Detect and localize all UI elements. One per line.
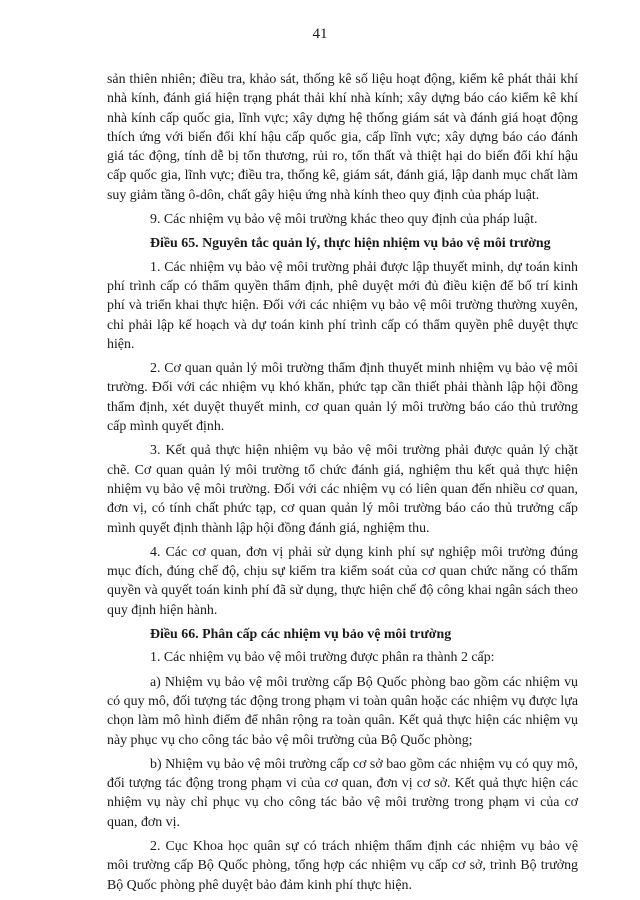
article-66-heading: Điều 66. Phân cấp các nhiệm vụ bảo vệ môi trường bbox=[150, 627, 452, 643]
article-65-heading: Điều 65. Nguyên tắc quản lý, thực hiện nhiệm vụ bảo vệ môi trường bbox=[150, 236, 551, 252]
article-66-clause-1b: b) Nhiệm vụ bảo vệ môi trường cấp cơ sở bao gồm các nhiệm vụ có quy mô, đối tượng tác động trong phạm vi của cơ quan, đơn vị cơ sở. Kết quả thực hiện các nhiệm vụ này chỉ phục vụ cho công tác bảo vệ môi trường trong phạm vi của cơ quan, đơn vị. bbox=[107, 756, 578, 830]
article-65-clause-1: 1. Các nhiệm vụ bảo vệ môi trường phải được lập thuyết minh, dự toán kinh phí trình cấp có thẩm quyền thẩm định, phê duyệt mới đủ điều kiện để bố trí kinh phí và triển khai thực hiện. Đối với các nhiệm vụ bảo vệ môi trường thường xuyên, chỉ phải lập kế hoạch và dự toán kinh phí trình cấp có thẩm quyền phê duyệt thực hiện. bbox=[107, 259, 578, 352]
page-number: 41 bbox=[312, 26, 328, 42]
article-66-clause-1a: a) Nhiệm vụ bảo vệ môi trường cấp Bộ Quốc phòng bao gồm các nhiệm vụ có quy mô, đối tượng tác động trong phạm vi toàn quân hoặc các nhiệm vụ được lựa chọn làm mô hình điểm để nhân rộng ra toàn quân. Kết quả thực hiện các nhiệm vụ này phục vụ cho công tác bảo vệ môi trường của Bộ Quốc phòng; bbox=[107, 674, 578, 748]
article-65-clause-4: 4. Các cơ quan, đơn vị phải sử dụng kinh phí sự nghiệp môi trường đúng mục đích, đúng chế độ, chịu sự kiểm tra kiểm soát của cơ quan chức năng có thẩm quyền và quyết toán kinh phí đã sử dụng, thực hiện chế độ công khai ngân sách theo quy định hiện hành. bbox=[107, 544, 578, 618]
article-65-clause-3: 3. Kết quả thực hiện nhiệm vụ bảo vệ môi trường phải được quản lý chặt chẽ. Cơ quan quản lý môi trường tổ chức đánh giá, nghiệm thu kết quả thực hiện nhiệm vụ bảo vệ môi trường. Đối với các nhiệm vụ có liên quan đến nhiều cơ quan, đơn vị, có tính chất phức tạp, cơ quan quản lý môi trường báo cáo thủ trưởng cấp mình quyết định thành lập hội đồng đánh giá, nghiệm thu. bbox=[107, 443, 578, 536]
article-65-clause-2: 2. Cơ quan quản lý môi trường thẩm định thuyết minh nhiệm vụ bảo vệ môi trường. Đối với các nhiệm vụ khó khăn, phức tạp cần thiết phải thành lập hội đồng thẩm định, xét duyệt thuyết minh, cơ quan quản lý môi trường báo cáo thủ trưởng cấp mình quyết định. bbox=[107, 361, 578, 435]
article-66-clause-2: 2. Cục Khoa học quân sự có trách nhiệm thẩm định các nhiệm vụ bảo vệ môi trường cấp Bộ Quốc phòng, tổng hợp các nhiệm vụ cấp cơ sở, trình Bộ trưởng Bộ Quốc phòng phê duyệt bảo đảm kinh phí thực hiện. bbox=[107, 838, 578, 893]
article-66-clause-1: 1. Các nhiệm vụ bảo vệ môi trường được phân ra thành 2 cấp: bbox=[150, 650, 495, 666]
document-body bbox=[107, 70, 578, 900]
paragraph-item-9: 9. Các nhiệm vụ bảo vệ môi trường khác theo quy định của pháp luật. bbox=[150, 212, 538, 228]
paragraph-continuation: sản thiên nhiên; điều tra, khảo sát, thống kê số liệu hoạt động, kiểm kê phát thải khí nhà kính, đánh giá hiện trạng phát thải khí nhà kính; xây dựng báo cáo kiểm kê khí nhà kính cấp quốc gia, lĩnh vực; xây dựng hệ thống giám sát và đánh giá hoạt động thích ứng với biến đổi khí hậu cấp quốc gia, cấp lĩnh vực; xây dựng báo cáo đánh giá tác động, tính dễ bị tổn thương, rủi ro, tổn thất và thiệt hại do biến đổi khí hậu cấp quốc gia, lĩnh vực; điều tra, thống kê, giám sát, đánh giá, lập danh mục chất làm suy giảm tầng ô-dôn, chất gây hiệu ứng nhà kính theo quy định của pháp luật. bbox=[107, 72, 578, 203]
